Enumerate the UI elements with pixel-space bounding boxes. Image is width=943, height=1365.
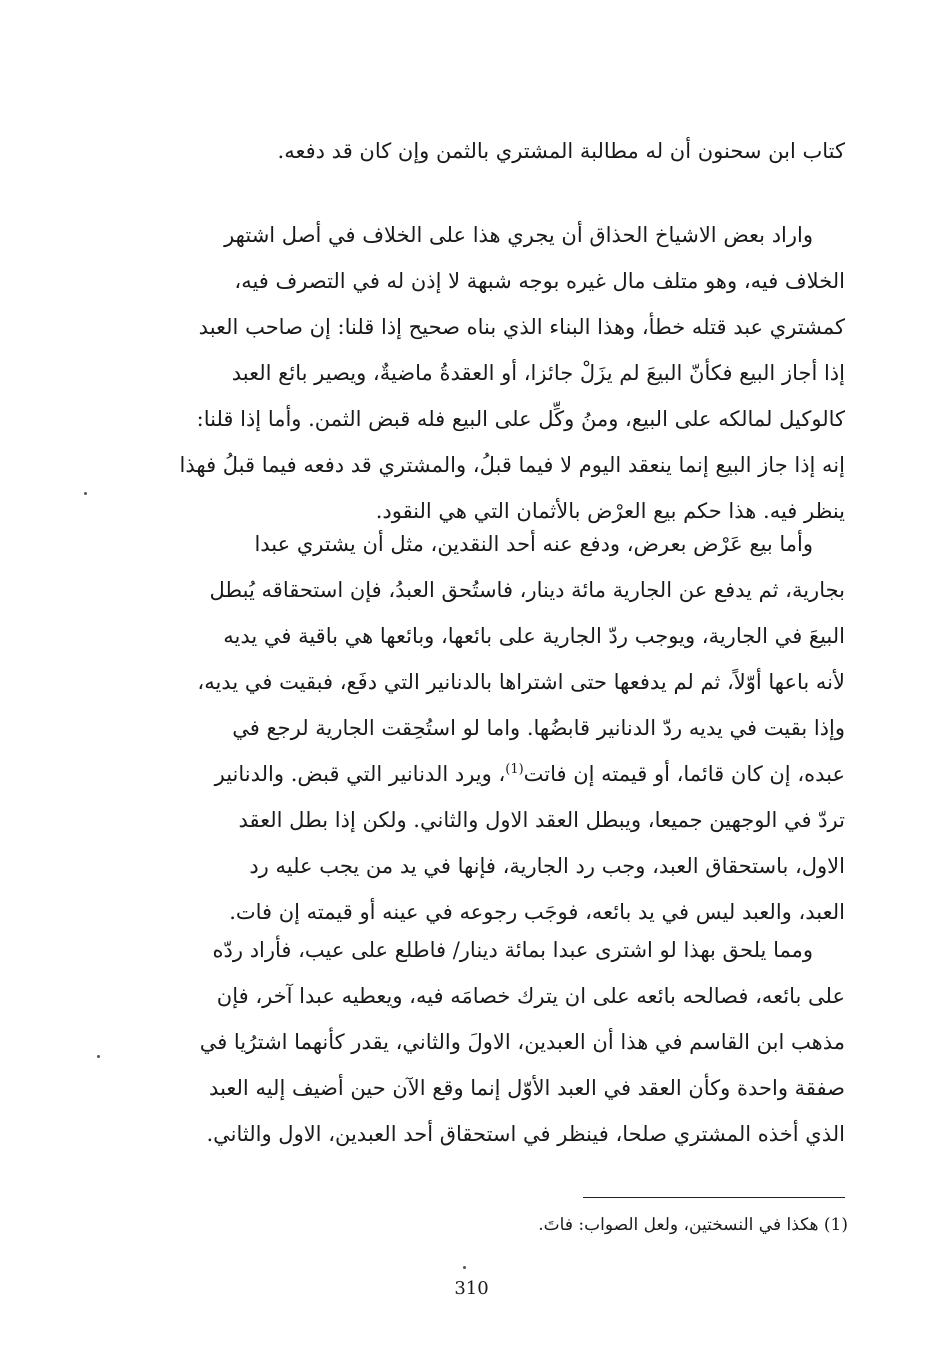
text-line: كالوكيل لمالكه على البيع، ومنُ وكِّل على البيع فله قبض الثمن. وأما إذا قلنا: (196, 407, 845, 431)
page-number: 310 (454, 1278, 489, 1299)
text-line: مذهب ابن القاسم في هذا أن العبدين، الاولَ والثاني، يقدر كأنهما اشترُيا في (199, 1030, 845, 1054)
scan-speck (463, 1266, 466, 1269)
paragraph-2 (100, 212, 845, 534)
footnote: (1) هكذا في النسختين، ولعل الصواب: فاتَ. (538, 1215, 848, 1235)
paragraph-3 (100, 521, 845, 935)
footnote-divider (583, 1197, 845, 1198)
scan-speck (84, 492, 87, 495)
text-line: وإذا بقيت في يديه ردّ الدنانير قابضُها. واما لو استُحِقت الجارية لرجع في (232, 716, 845, 740)
text-segment: ، ويرد الدنانير التي قبض. والدنانير (214, 762, 506, 786)
text-line: إنه إذا جاز البيع إنما ينعقد اليوم لا فيما قبلُ، والمشتري قد دفعه فيما قبلُ فهذا (179, 453, 845, 477)
text-line: بجارية، ثم يدفع عن الجارية مائة دينار، فاستُحق العبدُ، فإن استحقاقه يُبطل (209, 578, 845, 602)
text-line: تردّ في الوجهين جميعا، ويبطل العقد الاول والثاني. ولكن إذا بطل العقد (238, 808, 845, 832)
text-line: وأما بيع عَرْض بعرض، ودفع عنه أحد النقدين، مثل أن يشتري عبدا (254, 532, 813, 556)
text-line: صفقة واحدة وكأن العقد في العبد الأوّل إنما وقع الآن حين أضيف إليه العبد (209, 1076, 845, 1100)
text-line: ومما يلحق بهذا لو اشترى عبدا بمائة دينار/ فاطلع على عيب، فأراد ردّه (212, 938, 813, 962)
text-line: البيعَ في الجارية، ويوجب ردّ الجارية على بائعها، وبائعها هي باقية في يديه (223, 624, 845, 648)
text-line: لأنه باعها أوّلاً، ثم لم يدفعها حتى اشتراها بالدنانير التي دفَع، فبقيت في يديه، (197, 670, 845, 694)
text-line: الاول، باستحقاق العبد، وجب رد الجارية، فإنها في يد من يجب عليه رد (249, 854, 845, 878)
scan-speck (97, 1055, 100, 1058)
text-line: ينظر فيه. هذا حكم بيع العرْض بالأثمان التي هي النقود. (375, 499, 845, 523)
paragraph-4 (100, 927, 845, 1157)
text-line: إذا أجاز البيع فكأنّ البيعَ لم يزَلْ جائزا، أو العقدةُ ماضيةٌ، ويصير بائع العبد (231, 361, 845, 385)
text-line: الخلاف فيه، وهو متلف مال غيره بوجه شبهة لا إذن له في التصرف فيه، (234, 269, 845, 293)
text-line (100, 751, 845, 797)
paragraph-1 (100, 128, 845, 174)
text-line: كتاب ابن سحنون أن له مطالبة المشتري بالثمن وإن كان قد دفعه. (277, 139, 845, 163)
text-line: على بائعه، فصالحه بائعه على ان يترك خصامَه فيه، ويعطيه عبدا آخر، فإن (216, 984, 845, 1008)
footnote-reference: (1) (505, 762, 524, 777)
text-segment: عبده، إن كان قائما، أو قيمته إن فاتت (523, 762, 845, 786)
text-line: واراد بعض الاشياخ الحذاق أن يجري هذا على الخلاف في أصل اشتهر (224, 223, 813, 247)
text-line: كمشتري عبد قتله خطأ، وهذا البناء الذي بناه صحيح إذا قلنا: إن صاحب العبد (198, 315, 845, 339)
text-line: الذي أخذه المشتري صلحا، فينظر في استحقاق أحد العبدين، الاول والثاني. (206, 1122, 845, 1146)
text-line: العبد، والعبد ليس في يد بائعه، فوجَب رجوعه في عينه أو قيمته إن فات. (229, 900, 845, 924)
